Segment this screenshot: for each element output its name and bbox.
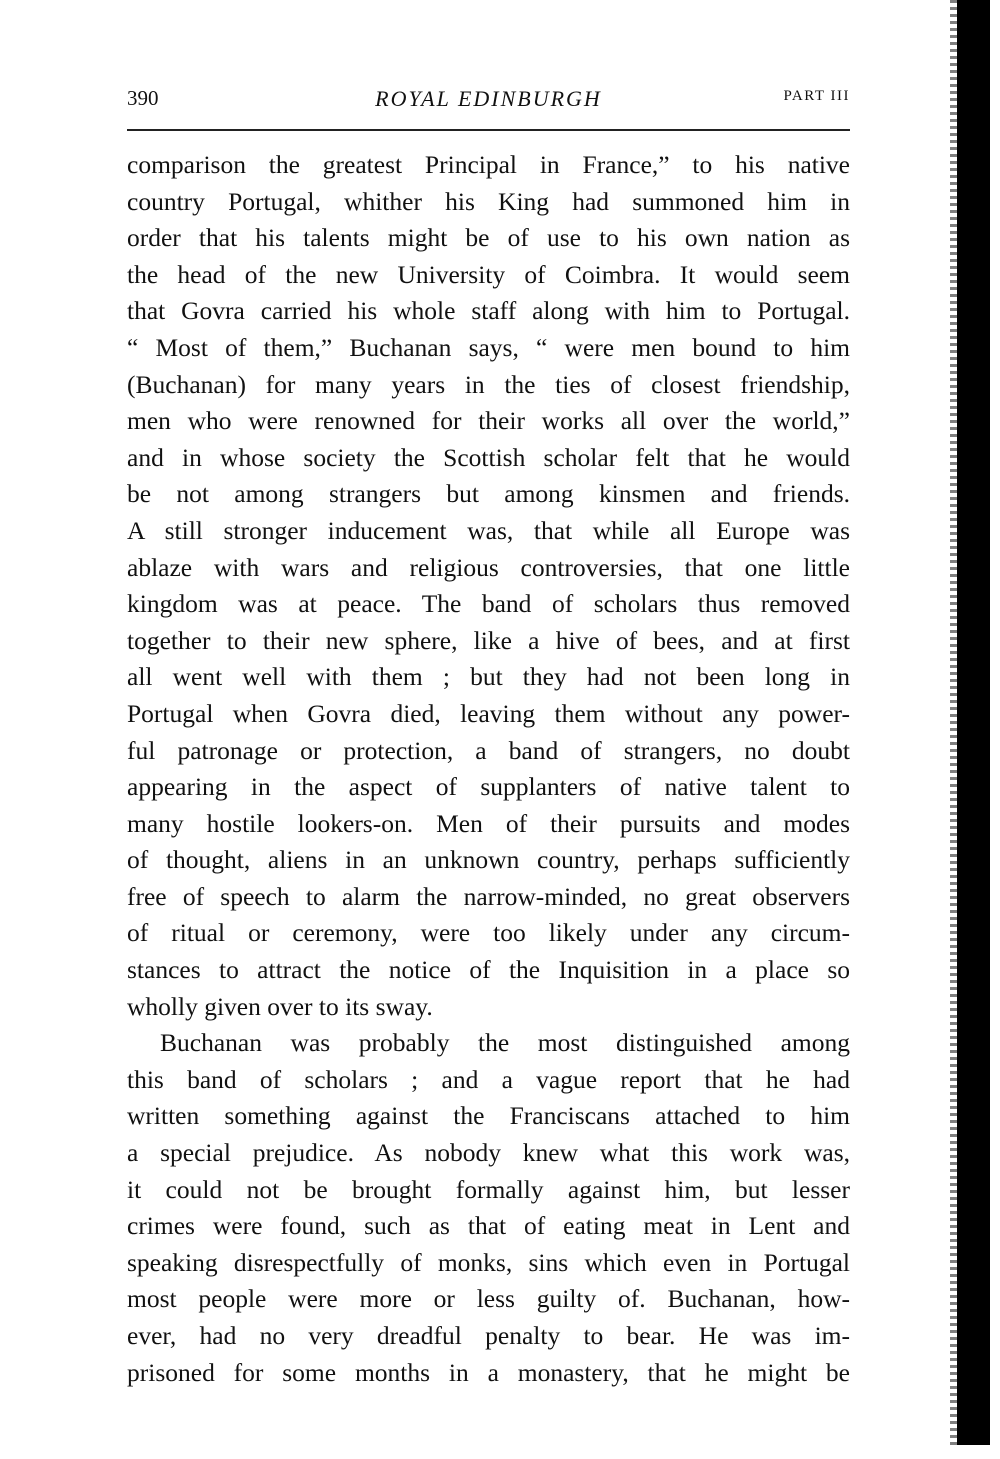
text-line: comparison the greatest Principal in France,” to his native	[127, 150, 850, 179]
running-title: ROYAL EDINBURGH	[375, 86, 602, 111]
text-line: A still stronger inducement was, that while all Europe was	[127, 515, 850, 545]
text-line: a special prejudice. As nobody knew what this work was,	[127, 1138, 850, 1168]
text-line: all went well with them ; but they had not been long in	[127, 662, 850, 692]
text-line: the head of the new University of Coimbra. It would seem	[127, 259, 850, 289]
text-line: together to their new sphere, like a hive of bees, and at first	[127, 625, 850, 655]
text-line: be not among strangers but among kinsmen and friends.	[127, 479, 850, 509]
scan-edge-shadow	[957, 0, 990, 1445]
text-line: (Buchanan) for many years in the ties of closest friendship,	[127, 369, 850, 399]
page-body	[127, 147, 850, 1391]
text-line: it could not be brought formally against him, but lesser	[127, 1174, 850, 1204]
text-line: Buchanan was probably the most distinguished among	[160, 1028, 850, 1058]
text-line: kingdom was at peace. The band of scholars thus removed	[127, 589, 850, 619]
text-line: ever, had no very dreadful penalty to bear. He was im-	[127, 1321, 850, 1350]
text-line: of thought, aliens in an unknown country, perhaps sufficiently	[127, 845, 850, 875]
text-line: speaking disrespectfully of monks, sins which even in Portugal	[127, 1247, 850, 1277]
text-line: ablaze with wars and religious controversies, that one little	[127, 552, 850, 582]
text-line: that Govra carried his whole staff along with him to Portugal.	[127, 296, 850, 326]
text-line: of ritual or ceremony, were too likely under any circum-	[127, 918, 850, 948]
text-line: stances to attract the notice of the Inquisition in a place so	[127, 955, 850, 985]
section-label: PART III	[783, 88, 850, 104]
text-line: many hostile lookers-on. Men of their pursuits and modes	[127, 808, 850, 838]
text-line: Portugal when Govra died, leaving them without any power-	[127, 698, 850, 728]
text-line: “ Most of them,” Buchanan says, “ were men bound to him	[127, 332, 850, 362]
text-line: free of speech to alarm the narrow-minded, no great observers	[127, 881, 850, 911]
text-line: this band of scholars ; and a vague report that he had	[127, 1064, 850, 1094]
text-line: country Portugal, whither his King had summoned him in	[127, 186, 850, 216]
page-number: 390	[127, 86, 159, 110]
text-line: wholly given over to its sway.	[127, 991, 433, 1021]
text-line: order that his talents might be of use to his own nation as	[127, 223, 850, 253]
text-line: ful patronage or protection, a band of strangers, no doubt	[127, 735, 850, 765]
text-line: most people were more or less guilty of. Buchanan, how-	[127, 1284, 850, 1314]
text-line: crimes were found, such as that of eating meat in Lent and	[127, 1211, 850, 1241]
text-line: written something against the Franciscans attached to him	[127, 1101, 850, 1131]
running-header	[127, 86, 850, 116]
text-line: men who were renowned for their works all over the world,”	[127, 406, 850, 436]
text-line: appearing in the aspect of supplanters of native talent to	[127, 772, 850, 802]
header-rule	[127, 129, 850, 131]
text-line: and in whose society the Scottish scholar felt that he would	[127, 442, 850, 472]
text-line: prisoned for some months in a monastery, that he might be	[127, 1357, 850, 1387]
